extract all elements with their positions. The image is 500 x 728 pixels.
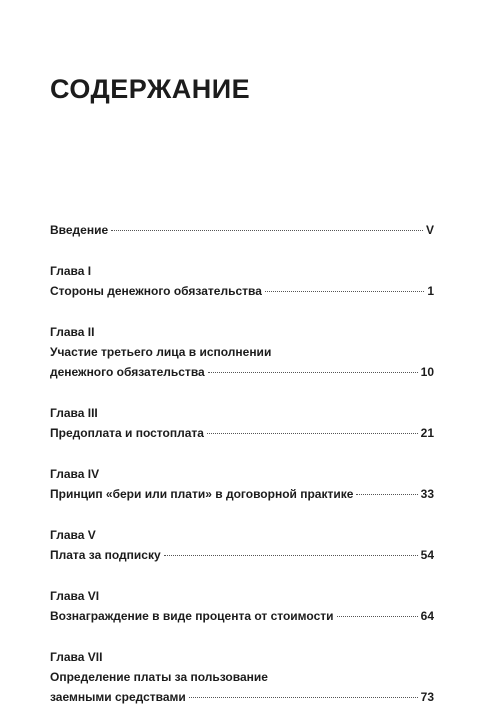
dot-leader <box>111 230 423 231</box>
toc-entry-chapter-5 <box>50 525 434 565</box>
toc-line <box>50 423 434 443</box>
toc-entry-chapter-6 <box>50 586 434 626</box>
toc-title: Вознаграждение в виде процента от стоимости <box>50 609 334 623</box>
toc-title: Принцип «бери или плати» в договорной практике <box>50 487 354 501</box>
toc-title: Введение <box>50 223 109 237</box>
toc-entry-chapter-7 <box>50 647 434 707</box>
toc-page-number: 33 <box>420 487 434 501</box>
toc-page-number: 21 <box>420 426 434 440</box>
chapter-label: Глава II <box>50 325 95 339</box>
toc-line <box>50 545 434 565</box>
dot-leader <box>189 697 418 698</box>
toc-title: денежного обязательства <box>50 365 205 379</box>
dot-leader <box>164 555 418 556</box>
toc-entry-chapter-2 <box>50 322 434 382</box>
toc-line <box>50 362 434 382</box>
toc-page-number: 54 <box>420 548 434 562</box>
toc-page-number: 10 <box>420 365 434 379</box>
toc-title: Предоплата и постоплата <box>50 426 204 440</box>
dot-leader <box>356 494 417 495</box>
toc-line <box>50 220 434 240</box>
dot-leader <box>337 616 418 617</box>
toc-title-line: Определение платы за пользование <box>50 670 268 684</box>
toc-entry-introduction <box>50 220 434 240</box>
chapter-label: Глава VI <box>50 589 100 603</box>
toc-entry-chapter-3 <box>50 403 434 443</box>
dot-leader <box>265 291 424 292</box>
toc-page-number: 73 <box>420 690 434 704</box>
toc-line <box>50 484 434 504</box>
toc-title-line: Участие третьего лица в исполнении <box>50 345 272 359</box>
chapter-label: Глава IV <box>50 467 100 481</box>
dot-leader <box>207 433 418 434</box>
toc-line <box>50 687 434 707</box>
chapter-label: Глава VII <box>50 650 103 664</box>
chapter-label: Глава I <box>50 264 92 278</box>
chapter-label: Глава III <box>50 406 98 420</box>
toc-page-number: 64 <box>420 609 434 623</box>
toc-page-number: 1 <box>427 284 434 298</box>
toc-title: Стороны денежного обязательства <box>50 284 262 298</box>
table-of-contents <box>50 220 434 728</box>
toc-entry-chapter-1 <box>50 261 434 301</box>
toc-line <box>50 281 434 301</box>
toc-line <box>50 606 434 626</box>
toc-title: Плата за подписку <box>50 548 161 562</box>
chapter-label: Глава V <box>50 528 96 542</box>
dot-leader <box>208 372 418 373</box>
page-title: СОДЕРЖАНИЕ <box>50 74 251 104</box>
toc-page-number: V <box>425 223 434 237</box>
toc-title: заемными средствами <box>50 690 186 704</box>
toc-entry-chapter-4 <box>50 464 434 504</box>
